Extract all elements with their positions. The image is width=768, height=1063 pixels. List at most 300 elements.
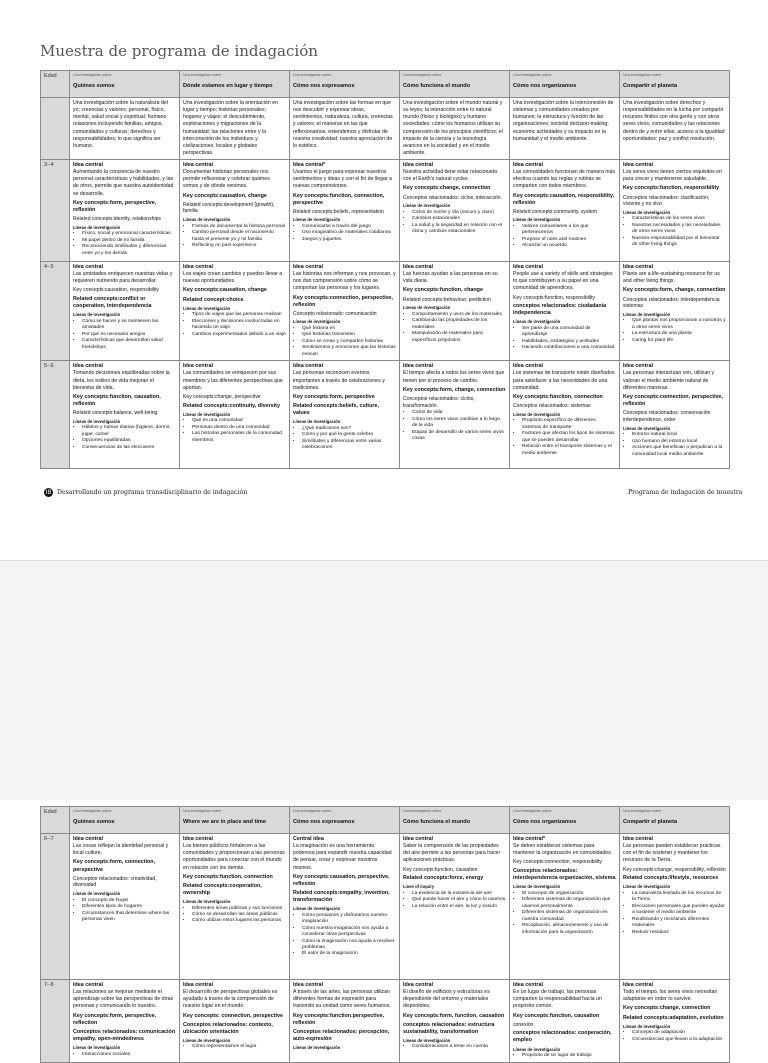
theme-header-cell: [510, 71, 620, 98]
lines-of-inquiry-list: [403, 410, 506, 442]
central-idea-text: People use a variety of skills and strategies to que contribuyen a su papel en una comunidad de aprendices.: [513, 271, 613, 292]
theme-name: Cómo nos expresamos: [293, 82, 355, 89]
age-row: [41, 834, 730, 980]
central-idea-label: Idea central*: [293, 162, 326, 168]
central-idea-text: En un lugar de trabajo, las personas comparten la responsabilidad hacia un propósito común.: [513, 989, 602, 1010]
line-of-inquiry: • Nuestra responsabilidad por el bienestar de other living things: [632, 236, 726, 249]
lines-of-inquiry-label: Líneas de investigación: [623, 1023, 671, 1029]
theme-header-cell: [400, 807, 510, 834]
central-idea-label: Idea central: [293, 264, 323, 270]
lines-of-inquiry-label: Lines of inquiry: [403, 884, 435, 890]
lines-of-inquiry-list: [623, 318, 726, 344]
related-concepts: Key concepts:function, causation: [403, 866, 478, 873]
key-concepts: Key concepts:function.perspective, reflexión: [293, 1012, 385, 1026]
central-idea-label: Idea central: [403, 264, 433, 270]
theme-intro: Una investigación sobre: [623, 809, 662, 813]
central-idea-text: La imaginación es una herramienta poderosa para expandir nuestra capacidad de pensar, crear y expresar nosotros mismos.: [293, 843, 392, 871]
line-of-inquiry: • Qué es una comunidad: [192, 418, 286, 424]
program-table-bottom: [40, 806, 730, 1063]
related-concepts: Conceptos relacionados: ciclos, interacción: [403, 194, 501, 201]
unit-cell: [400, 834, 510, 980]
unit-cell: [70, 160, 180, 262]
line-of-inquiry: • Comunicarse a través del juego: [302, 224, 396, 230]
line-of-inquiry: • Reconociendo similitudes y diferencias entre yo y los demás: [82, 244, 176, 257]
related-concepts: Conceptos relacionados: ciclos, transformación: [403, 395, 475, 409]
central-idea-label: Central idea: [293, 836, 324, 842]
lines-of-inquiry-label: Líneas de investigación: [513, 411, 561, 417]
unit-cell: [180, 160, 290, 262]
unit-cell: [620, 262, 730, 361]
line-of-inquiry: • Cómo nuestra imaginación nos ayuda a considerar otras perspectivas: [302, 926, 396, 939]
key-concepts: Key concepts:form, connection, perspective: [73, 859, 156, 873]
related-concepts: Key concepts:connection, responsibility: [513, 859, 602, 866]
unit-cell: [70, 361, 180, 469]
lines-of-inquiry-list: [403, 312, 506, 344]
unit-cell: [620, 361, 730, 469]
line-of-inquiry: • Opciones equilibradas: [82, 438, 176, 444]
central-idea-text: Las comunidades se enriquecen por sus miembros y las diferentes perspectivas que aportan.: [183, 370, 283, 391]
related-concepts-bold: Related concepts:empathy, invention, transformación: [293, 889, 390, 903]
key-concepts: Key concepts:function, connection: [513, 393, 603, 400]
central-idea-text: Documentar historias personales nos permite reflexionar y celebrar quiénes somos y de dónde venimos.: [183, 169, 270, 190]
line-of-inquiry: • Cambios estacionales: [412, 216, 506, 222]
lines-of-inquiry-label: Líneas de investigación: [183, 217, 231, 223]
lines-of-inquiry-label: Líneas de investigación: [183, 305, 231, 311]
line-of-inquiry: • La estructura de una planta: [632, 331, 726, 337]
lines-of-inquiry-list: [73, 425, 176, 451]
related-concepts: Key concepts:function, responsibility: [513, 294, 596, 301]
line-of-inquiry: • El concepto de hogar: [82, 898, 176, 904]
theme-description: Una investigación sobre la interconexión de sistemas y comunidades creados por humanos; la estructura y función de las organizaciones; societal decision-making; economic actividades y su impacto en la humanidad y el medio ambiente.: [513, 100, 614, 142]
related-concepts: Related concepts:identity, relationships: [73, 215, 161, 222]
page-title: Muestra de programa de indagación: [40, 42, 318, 60]
lines-of-inquiry-label: Líneas de investigación: [513, 319, 561, 325]
theme-description-cell: [510, 98, 620, 160]
unit-cell: [290, 834, 400, 980]
unit-cell: [290, 361, 400, 469]
lines-of-inquiry-label: Líneas de investigación: [623, 884, 671, 890]
lines-of-inquiry-label: Líneas de investigación: [293, 1045, 341, 1050]
theme-header-cell: [70, 807, 180, 834]
line-of-inquiry: • La relación entre el aire, la luz y sonido: [412, 904, 506, 910]
theme-name: Quiénes somos: [73, 818, 115, 825]
document-page-bottom: [0, 800, 768, 1059]
key-concepts: Key concepts:form, perspective: [293, 393, 375, 400]
central-idea-label: Idea central: [293, 363, 323, 370]
line-of-inquiry: • La naturaleza limitada de los recursos de la Tierra: [632, 891, 726, 904]
unit-cell: [620, 980, 730, 1063]
lines-of-inquiry-list: [73, 1052, 176, 1058]
related-concepts: Related concepts:development (growth), familia: [183, 201, 275, 215]
key-concepts: Key concepts:causation, change: [183, 192, 267, 199]
line-of-inquiry: • Qué historias transmiten: [302, 332, 396, 338]
key-concepts: Key concepts:function, responsibility: [623, 185, 720, 192]
theme-description: Una investigación sobre la naturaleza del yo; creencias y valores; personal, físico, mental, salud social y espiritual; humano relaciones incluyendo familias, amigos, comunidades y culturas; derechos y responsabilidades; lo que significa ser humano.: [73, 100, 168, 149]
line-of-inquiry: • Cómo utilizan estos lugares las personas: [192, 918, 286, 924]
central-idea-label: Idea central: [623, 836, 653, 842]
lines-of-inquiry-label: Líneas de investigación: [183, 1037, 231, 1043]
central-idea-text: Plants are a life-sustaining resource for us and other living things.: [623, 271, 720, 285]
unit-cell: [510, 980, 620, 1063]
lines-of-inquiry-list: [623, 1030, 726, 1043]
footer-left-text: Desarrollando un programa transdisciplinario de indagación: [57, 489, 248, 496]
lines-of-inquiry-label: Líneas de investigación: [293, 217, 341, 223]
central-idea-label: Idea central: [403, 836, 433, 842]
central-idea-text: Las amistades enriquecen nuestras vidas y requieren nutriendo para desarrollar.: [73, 271, 173, 285]
central-idea-label: Idea central: [623, 162, 653, 168]
central-idea-label: Idea central: [513, 162, 543, 168]
line-of-inquiry: • Propósito de un lugar de trabajo: [522, 1053, 616, 1059]
theme-intro: Una investigación sobre: [73, 809, 112, 813]
theme-description-cell: [620, 98, 730, 160]
theme-description-cell: [290, 98, 400, 160]
lines-of-inquiry-list: [293, 426, 396, 452]
ib-logo-icon: IB: [45, 489, 52, 496]
key-concepts: Key concepts:causation, change: [183, 287, 267, 294]
unit-cell: [290, 160, 400, 262]
central-idea-label: Idea central: [403, 982, 433, 988]
central-idea-label: Idea central: [513, 264, 543, 270]
lines-of-inquiry-label: Líneas de investigación: [403, 203, 451, 209]
line-of-inquiry: • Uso humano del entorno local: [632, 439, 726, 445]
key-concepts: Key concepts:form, change, connection: [403, 386, 506, 393]
central-idea-text: Nuestra actividad tiene estar relacionada con el Earth's natural cycles.: [403, 169, 498, 183]
theme-description-row: [41, 98, 730, 160]
line-of-inquiry: • Cómo los seres vivos cambian a lo largo de la vida: [412, 417, 506, 430]
line-of-inquiry: • Propósito específico de diferentes sistemas de transporte: [522, 418, 616, 431]
related-concepts: Related concepts:beliefs, representation: [293, 208, 384, 215]
theme-intro: Una investigación sobre: [403, 809, 442, 813]
theme-name: Cómo nos organizamos: [513, 82, 577, 89]
related-concepts: Related concepts:community, system: [513, 208, 597, 215]
theme-name: Quiénes somos: [73, 82, 115, 89]
central-idea-text: Las personas interactúan con, utilizan y valoran el medio ambiente natural de diferentes maneras.: [623, 370, 715, 391]
line-of-inquiry: • Nuestras necesidades y las necesidades de otros seres vivos: [632, 223, 726, 236]
line-of-inquiry: • Ciclos de noche y día (oscuro y claro): [412, 210, 506, 216]
related-concepts: Key concepts:causation, responsibility: [73, 287, 160, 294]
related-concepts-bold: Related concept:choice: [183, 296, 244, 303]
central-idea-text: Aumentando la conciencia de nuestro personal características y habilidades, y las de otros, permite que nuestra autoidentidad se desarrolle.: [73, 169, 174, 197]
theme-intro: Una investigación sobre: [513, 73, 552, 77]
theme-intro: Una investigación sobre: [293, 73, 332, 77]
line-of-inquiry: • Características que desarrollan salud friendships: [82, 338, 176, 351]
unit-cell: [400, 980, 510, 1063]
line-of-inquiry: • Diferentes áreas públicas y sus funciones: [192, 906, 286, 912]
central-idea-text: Las personas reconocen eventos importantes a través de celebraciones y tradiciones.: [293, 370, 385, 391]
line-of-inquiry: • Qué plantas nos proporcionan a nosotros y a otros seres vivos: [632, 318, 726, 331]
theme-intro: Una investigación sobre: [73, 73, 112, 77]
key-concepts: Key concepts:function, change: [403, 287, 483, 294]
central-idea-text: Saber la comprensión de las propiedades del aire permite a las personas para hacer aplicaciones prácticas.: [403, 843, 501, 864]
central-idea-text: Las cosas reflejan la identidad personal y local culture.: [73, 843, 169, 857]
related-concepts-bold: Conceptos relacionados: interdependencia organización, sistema: [513, 868, 616, 882]
theme-name: Cómo funciona el mundo: [403, 82, 471, 89]
related-concepts-bold: conceptos relacionados: estructura sustainability, transformation: [403, 1021, 495, 1035]
central-idea-label: Idea central: [183, 363, 213, 370]
theme-description: Una investigación sobre las formas en que nos descubrir y expresar ideas, sentimientos, naturaleza, cultura, creencias y valores; el maneras en las que reflexionamos, extendemos y disfrutar de nuestra creatividad; nuestra apreciación de lo estético.: [293, 100, 393, 149]
age-label: 4--5: [41, 262, 70, 361]
key-concepts: Key concepts:change, connection: [403, 185, 491, 192]
line-of-inquiry: • Cómo se desarrollan las áreas públicas: [192, 912, 286, 918]
theme-header-row: [41, 807, 730, 834]
lines-of-inquiry-list: [513, 418, 616, 457]
unit-cell: [290, 980, 400, 1063]
unit-cell: [400, 262, 510, 361]
related-concepts-bold: Related concepts:lifestyle, resources: [623, 875, 719, 882]
theme-description: Una investigación sobre derechos y responsabilidades en la lucha por compartir recursos finitos con otra gente y con otros seres vivos; comunidades y las relaciones dentro de y entre ellos; acceso a la igualdad oportunidades; paz y conflict resolución.: [623, 100, 725, 142]
related-concepts: Conceptos relacionados: sistemas: [513, 402, 591, 409]
line-of-inquiry: • Circumstances that determine where las personas viven: [82, 911, 176, 924]
lines-of-inquiry-list: [293, 326, 396, 358]
lines-of-inquiry-list: [403, 210, 506, 236]
central-idea-label: Idea central: [73, 363, 103, 370]
central-idea-label: Idea central: [73, 982, 103, 988]
lines-of-inquiry-label: Líneas de investigación: [73, 891, 121, 897]
age-label: 3--4: [41, 160, 70, 262]
line-of-inquiry: • Ciclos de vida: [412, 410, 506, 416]
theme-description-cell: [180, 98, 290, 160]
theme-name: Dónde estamos en lugar y tiempo: [183, 82, 273, 89]
related-concepts-bold: Related concepts:continuity, diversity: [183, 402, 280, 409]
central-idea-label: Idea central: [403, 363, 433, 370]
related-concepts-bold: Related concepts:adaptation, evolution: [623, 1014, 724, 1021]
lines-of-inquiry-label: Líneas de investigación: [513, 884, 561, 890]
unit-cell: [510, 834, 620, 980]
unit-cell: [510, 361, 620, 469]
line-of-inquiry: • Cómo se hacen y se mantienen las amistades: [82, 319, 176, 332]
line-of-inquiry: • Cómo pensamos y disfrutamos nuestro imaginación: [302, 913, 396, 926]
central-idea-text: Las relaciones se mejoran mediante el aprendizaje sobre las perspectivas de otras personas y comunicando lo nuestro.: [73, 989, 174, 1010]
line-of-inquiry: • Hábitos y rutinas diarias (higiene, dormir, jugar, comer: [82, 425, 176, 438]
line-of-inquiry: • Similitudes y diferencias entre varias celebraciones: [302, 439, 396, 452]
central-idea-text: A través de las artes, las personas utilizan diferentes formas de expresión para transmitir su unidad como seres humanos.: [293, 989, 391, 1010]
central-idea-label: Idea central: [183, 264, 213, 270]
lines-of-inquiry-list: [403, 891, 506, 910]
central-idea-text: Los bienes públicos fortalecen a las comunidades y proporcionan a las personas oportunidades para conectar con el mundo en relación con los demás.: [183, 843, 285, 871]
footer-right-text: Programa de indagación de muestra: [628, 489, 743, 496]
central-idea-label: Idea central: [513, 982, 543, 988]
key-concepts: Key concepts:function, causation, reflexión: [73, 393, 161, 407]
key-concepts: Key concepts:connection, perspective, reflexión: [623, 393, 724, 407]
related-concepts: Conceptos relacionados: conservación interdependence, order: [623, 410, 711, 423]
line-of-inquiry: • Cambiando las propiedades de los materiales: [412, 318, 506, 331]
theme-intro: Una investigación sobre: [183, 73, 222, 77]
theme-description-cell: [70, 98, 180, 160]
line-of-inquiry: • Purpose of rules and routines: [522, 237, 616, 243]
line-of-inquiry: • Interacciones sociales: [82, 1052, 176, 1058]
lines-of-inquiry-list: [293, 913, 396, 958]
unit-cell: [400, 361, 510, 469]
lines-of-inquiry-label: Líneas de investigación: [403, 305, 451, 311]
unit-cell: [180, 262, 290, 361]
key-concepts: Key concepts:connection, perspective, reflexión: [293, 294, 394, 308]
central-idea-text: Tomando decisiones equilibradas sobre la dieta, los estilos de vida mejoran el bienestar de vida.: [73, 370, 170, 391]
lines-of-inquiry-label: Líneas de investigación: [183, 411, 231, 417]
line-of-inquiry: • Cómo la imaginación nos ayuda a resolver problemas: [302, 939, 396, 952]
related-concepts-bold: Related concepts:conflict or cooperation, interdependencia: [73, 296, 152, 310]
theme-header-cell: [180, 807, 290, 834]
lines-of-inquiry-list: [183, 312, 286, 338]
line-of-inquiry: • Reducir residuos: [632, 930, 726, 936]
central-idea-text: Se deben establecer sistemas para mantener la organización en comunidades.: [513, 843, 613, 857]
theme-header-row: [41, 71, 730, 98]
central-idea-label: Idea central: [73, 264, 103, 270]
key-concepts: Key concepts:function, connection, perspective: [293, 192, 385, 206]
line-of-inquiry: • Reflecting on past experience: [192, 243, 286, 249]
line-of-inquiry: • Cambios experimentados debido a un viaje: [192, 332, 286, 338]
related-concepts: Conceptos relacionados: creatividad, diversidad: [73, 875, 157, 889]
central-idea-text: Usamos el juego para expresar nuestros sentimientos y ideas y con el fin de llegar a nuevas comprensiones.: [293, 169, 392, 190]
central-idea-label: Idea central: [183, 162, 213, 168]
lines-of-inquiry-list: [623, 216, 726, 248]
line-of-inquiry: • Caring for plant life: [632, 338, 726, 344]
unit-cell: [180, 361, 290, 469]
age-row: [41, 361, 730, 469]
line-of-inquiry: • Ser parte de una comunidad de aprendizaje: [522, 326, 616, 339]
age-row: [41, 160, 730, 262]
line-of-inquiry: • Cómo representamos el lugar: [192, 1044, 286, 1050]
key-concepts: Key concepts:causation, responsibility, reflexión: [513, 192, 615, 206]
line-of-inquiry: • Factores que afectan los tipos de sistemas que se pueden desarrollar: [522, 431, 616, 444]
line-of-inquiry: • Cómo y por qué la gente celebra: [302, 432, 396, 438]
central-idea-text: El diseño de edificios y estructuras es dependiente del entorno y materiales disponibles.: [403, 989, 490, 1010]
related-concepts-bold: Conceptos relacionados: contexto, ubicación orientación: [183, 1021, 273, 1035]
theme-header-cell: [620, 807, 730, 834]
theme-intro: Una investigación sobre: [623, 73, 662, 77]
unit-cell: [180, 980, 290, 1063]
lines-of-inquiry-list: [513, 224, 616, 250]
lines-of-inquiry-list: [183, 224, 286, 250]
age-header: Edad: [41, 807, 70, 834]
central-idea-label: Idea central: [623, 363, 653, 370]
lines-of-inquiry-list: [73, 231, 176, 257]
theme-header-cell: [290, 71, 400, 98]
lines-of-inquiry-label: Líneas de investigación: [293, 906, 341, 912]
theme-header-cell: [290, 807, 400, 834]
theme-description: Una investigación sobre la orientación en lugar y tiempo; historias personales; hogares y viajes; el descubrimiento, exploraciones y migraciones de la humanidad; las relaciones entre y la interconexión de los individuos y civilizaciones, locales y globales perspectivas.: [183, 100, 278, 156]
central-idea-text: Las historias nos informan y nos provocan, y nos dan comprensión sobre cómo se comportan las personas y los lugares.: [293, 271, 396, 292]
line-of-inquiry: • Qué historia es: [302, 326, 396, 332]
theme-header-cell: [400, 71, 510, 98]
key-concepts: Key concepts:change, connection: [623, 1005, 711, 1012]
line-of-inquiry: • Entorno natural local: [632, 432, 726, 438]
central-idea-label: Idea central: [623, 264, 653, 270]
unit-cell: [180, 834, 290, 980]
key-concepts: Key concepts:function, connection: [183, 873, 273, 880]
page-gap: [0, 560, 768, 802]
key-concepts: Key concepts:causation, perspective, reflexión: [293, 873, 390, 887]
unit-cell: [620, 160, 730, 262]
theme-name: Cómo funciona el mundo: [403, 818, 471, 825]
age-blank-cell: [41, 98, 70, 160]
central-idea-label: Idea central: [403, 162, 433, 168]
related-concepts-bold: Related concepts:beliefs, culture, values: [293, 402, 379, 417]
line-of-inquiry: • El concepto de organización: [522, 891, 616, 897]
central-idea-text: Las fuerzas ayudan a las personas en su vida diaria.: [403, 271, 498, 285]
line-of-inquiry: • Recopilación, almacenamiento y uso de información para la organización: [522, 923, 616, 936]
unit-cell: [290, 262, 400, 361]
line-of-inquiry: • Manipulación de materiales para específicos propósitos: [412, 331, 506, 344]
theme-header-cell: [620, 71, 730, 98]
central-idea-label: Idea central: [183, 982, 213, 988]
lines-of-inquiry-label: Líneas de investigación: [183, 899, 231, 904]
related-concepts: conexión: [513, 1021, 534, 1028]
lines-of-inquiry-label: Líneas de investigación: [293, 419, 341, 425]
age-label: 7--8: [41, 980, 70, 1063]
line-of-inquiry: • Etapas de desarrollo de varios seres vivos cosas: [412, 430, 506, 443]
central-idea-text: Los seres vivos tienen ciertos requisitos en para crecer y mantenerse saludable.: [623, 169, 722, 183]
page-footer-left: [44, 488, 247, 497]
age-row: [41, 262, 730, 361]
unit-cell: [70, 262, 180, 361]
lines-of-inquiry-list: [183, 1044, 286, 1050]
central-idea-text: El tiempo afecta a todos los seres vivos que tienen por el proceso de cambio.: [403, 370, 505, 384]
line-of-inquiry: • Alcanzar un acuerdo: [522, 243, 616, 249]
theme-header-cell: [510, 807, 620, 834]
line-of-inquiry: • Consecuencias de las elecciones: [82, 445, 176, 451]
theme-name: Compartir el planeta: [623, 818, 678, 825]
related-concepts: Conceptos relacionados: interdependencia sistemas: [623, 296, 720, 310]
related-concepts-bold: Conceptos relacionados: comunicación empathy, open-mindedness: [73, 1028, 176, 1042]
line-of-inquiry: • Relación entre el transporte sistemas y el medio ambiente: [522, 444, 616, 457]
line-of-inquiry: • Cómo se crean y comparten historias: [302, 339, 396, 345]
line-of-inquiry: • Elecciones personales que pueden ayudar a sostener el medio ambiente: [632, 904, 726, 917]
related-concepts-bold: conceptos relacionados: cooperación, empleo: [513, 1030, 612, 1044]
line-of-inquiry: • Físico, social y emocional características: [82, 231, 176, 237]
central-idea-label: Idea central: [183, 836, 213, 842]
line-of-inquiry: • Uso imaginativo de materiales cotidianos: [302, 230, 396, 236]
lines-of-inquiry-list: [513, 326, 616, 352]
key-concepts: Key concepts:form, change, connection: [623, 287, 726, 294]
theme-name: Compartir el planeta: [623, 82, 678, 89]
central-idea-label: Idea central*: [513, 836, 546, 842]
line-of-inquiry: • Sentimientos y emociones que las historias evocan: [302, 345, 396, 358]
central-idea-text: Las comunidades funcionan de manera más efectiva cuando las reglas y rutinas se comparten con todos miembros.: [513, 169, 616, 190]
lines-of-inquiry-list: [183, 906, 286, 925]
line-of-inquiry: • Diferentes sistemas de organización que usamos personalmente: [522, 897, 616, 910]
key-concepts: Key concepts: connection, perspective: [183, 1012, 284, 1019]
lines-of-inquiry-list: [623, 891, 726, 936]
key-concepts: Key concepts:form, perspective, reflection: [73, 1012, 157, 1026]
related-concepts: Key concepts:change, perspective: [183, 393, 261, 400]
theme-intro: Una investigación sobre: [403, 73, 442, 77]
line-of-inquiry: • El valor de la imaginación: [302, 951, 396, 957]
line-of-inquiry: • Personas dentro de una comunidad: [192, 425, 286, 431]
unit-cell: [620, 834, 730, 980]
line-of-inquiry: • Características de los seres vivos: [632, 216, 726, 222]
age-header: Edad: [41, 71, 70, 98]
lines-of-inquiry-label: Líneas de investigación: [73, 1045, 121, 1050]
line-of-inquiry: • Valores comunitarios a los que pertenecemos: [522, 224, 616, 237]
lines-of-inquiry-list: [513, 1053, 616, 1059]
theme-name: Cómo nos expresamos: [293, 818, 355, 825]
theme-description-cell: [400, 98, 510, 160]
central-idea-label: Idea central: [513, 363, 543, 370]
related-concepts-bold: Related concepts:force, energy: [403, 875, 484, 882]
line-of-inquiry: • Qué puede hacer el aire y cómo lo usamos: [412, 897, 506, 903]
line-of-inquiry: • La salud y la seguridad en relación con el clima y cambios estacionales: [412, 223, 506, 236]
line-of-inquiry: • Elecciones y decisiones involucradas en haciendo un viaje: [192, 319, 286, 332]
key-concepts: Key concepts:form, perspective, reflexión: [73, 199, 157, 213]
line-of-inquiry: • Comportamiento y usos de los materiales: [412, 312, 506, 318]
unit-cell: [70, 980, 180, 1063]
unit-cell: [510, 160, 620, 262]
lines-of-inquiry-label: Líneas de investigación: [73, 224, 121, 230]
unit-cell: [400, 160, 510, 262]
central-idea-label: Idea central: [623, 982, 653, 988]
central-idea-text: Todo el tiempo, los seres vivos necesitan adaptarse en order to survive.: [623, 989, 718, 1003]
central-idea-label: Idea central: [73, 836, 103, 842]
